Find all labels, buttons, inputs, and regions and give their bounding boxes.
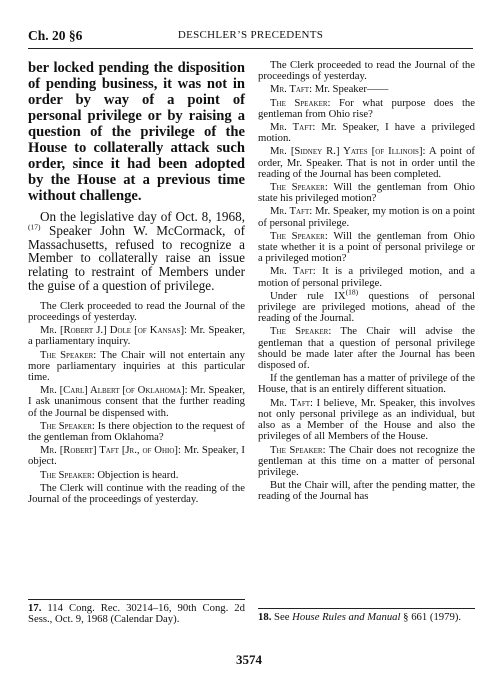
transcript-para: Mr. Taft: Mr. Speaker, I have a privileged motion. [258,121,475,145]
transcript-para: The Speaker: For what purpose does the gentleman from Ohio rise? [258,96,475,120]
headnote: ber locked pending the disposition of pending business, it was not in order by way of a point of personal privilege or by raising a question of the privilege of the House to collaterally attack such order, since it had been adopted by the House at a previous time without challenge. [28,60,245,204]
footnote-rule-right [258,608,475,609]
book-title: DESCHLER’S PRECEDENTS [177,29,324,41]
transcript-para: Mr. Taft: Mr. Speaker, my motion is on a point of personal privilege. [258,205,476,229]
page-number: 3574 [236,652,262,667]
transcript-para: Mr. [Sidney R.] Yates [of Illinois]: A point of order, Mr. Speaker. That is not in order until the reading of the Journal has been completed. [258,145,475,180]
running-header [28,28,473,49]
transcript-para: The Speaker: The Chair does not recognize the gentleman at this time on a matter of personal privilege. [258,443,475,478]
footnote-18: 18. See House Rules and Manual § 661 (1979). [258,611,462,623]
transcript-para: The Speaker: Is there objection to the request of the gentleman from Oklahoma? [28,419,245,444]
transcript-para: The Speaker: Will the gentleman from Ohio state his privileged motion? [258,181,475,205]
transcript-para: The Speaker: The Chair will advise the gentleman that a question of personal privilege should be made later after the Journal has been disposed of. [258,325,476,372]
transcript-para: The Clerk proceeded to read the Journal of the proceedings of yesterday. [258,59,475,83]
transcript-para: Mr. Taft: I believe, Mr. Speaker, this involves not only personal privilege as an individual, but also as a Member of the House and also the privileges of all Members of the House. [258,396,475,443]
transcript-para: Mr. [Robert] Taft [Jr., of Ohio]: Mr. Speaker, I object. [28,444,245,468]
footnote-17: 17. 114 Cong. Rec. 30214–16, 90th Cong. 2d Sess., Oct. 9, 1968 (Calendar Day). [28,602,245,626]
transcript-para: The Speaker: The Chair will not entertain any more parliamentary inquiries at this particular time. [28,348,245,383]
footnote-ref-17[interactable]: (17) [28,222,41,232]
footnote-ref-18[interactable]: (18) [345,287,359,297]
left-column [28,60,245,507]
transcript-para: The Speaker: Will the gentleman from Ohio state whether it is a point of personal privilege or a privileged motion? [258,229,475,265]
footnote-rule-left [28,599,245,600]
transcript-para: Mr. Taft: Mr. Speaker—— [270,83,389,96]
chapter-section-label: Ch. 20 §6 [28,28,83,43]
transcript-para: Mr. [Robert J.] Dole [of Kansas]: Mr. Speaker, a parliamentary inquiry. [28,324,245,348]
transcript-para: Mr. [Carl] Albert [of Oklahoma]: Mr. Speaker, I ask unanimous consent that the further reading of the Journal be dispensed with. [28,384,245,419]
transcript-para: Mr. Taft: It is a privileged motion, and a motion of personal privilege. [258,265,475,289]
transcript-para: The Clerk proceeded to read the Journal of the proceedings of yesterday. [28,299,245,323]
right-column [258,60,475,505]
lead-paragraph: On the legislative day of Oct. 8, 1968,$^{(17)}$ Speaker John W. McCormack, of Massachusetts, refused to recognize a Member to collaterally raise an issue relating to restraint of Members under the guise of a question of privilege. [28,209,245,293]
transcript-para: If the gentleman has a matter of privilege of the House, that is an entirely different situation. [258,372,475,396]
transcript-para: The Speaker: Objection is heard. [40,468,179,481]
transcript-para: Under rule IX$^{(18)}$ questions of personal privilege are privileged motions, ahead of the reading of the Journal. [258,287,476,325]
transcript-left [28,301,245,505]
transcript-para: But the Chair will, after the pending matter, the reading of the Journal has [258,479,475,503]
transcript-para: The Clerk will continue with the reading of the Journal of the proceedings of yesterday. [28,481,245,506]
